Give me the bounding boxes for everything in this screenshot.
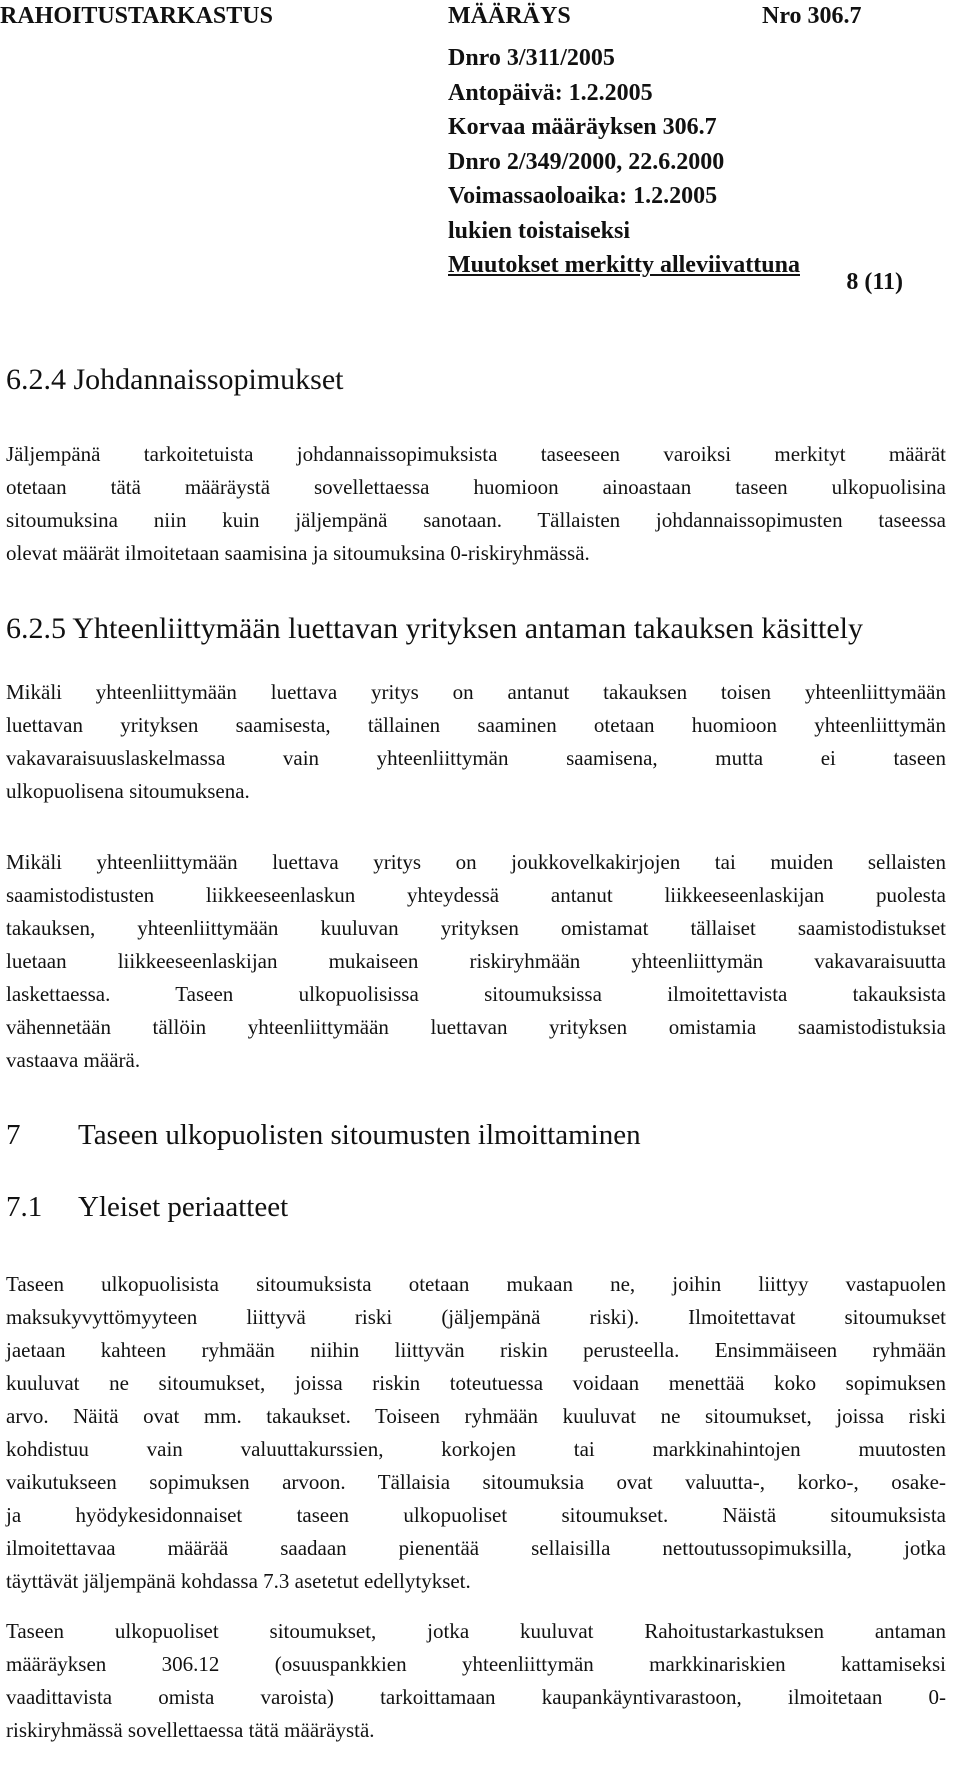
paragraph-line: täyttävät jäljempänä kohdassa 7.3 asetetut edellytykset. (6, 1569, 471, 1593)
section-heading-7-1 (6, 1193, 288, 1222)
section-heading-6-2-5: 6.2.5 Yhteenliittymään luettavan yrityksen antaman takauksen käsittely (6, 612, 863, 645)
paragraph (6, 676, 946, 808)
page-number: 8 (11) (846, 269, 903, 295)
section-number: 7 (6, 1119, 21, 1151)
section-heading-7 (6, 1121, 641, 1150)
meta-line-changes-note: Muutokset merkitty alleviivattuna (448, 252, 800, 278)
paragraph-line: ilmoitettavaa määrää saadaan pienentää sellaisilla nettoutussopimuksilla, jotka (6, 1536, 946, 1560)
paragraph-line: olevat määrät ilmoitetaan saamisina ja sitoumuksina 0-riskiryhmässä. (6, 541, 590, 565)
paragraph-line: kuuluvat ne sitoumukset, joissa riskin toteutuessa voidaan menettää koko sopimuksen (6, 1371, 946, 1395)
paragraph-line: luettavan yrityksen saamisesta, tällainen saaminen otetaan huomioon yhteenliittymän (6, 713, 946, 737)
section-title: Yleiset periaatteet (78, 1191, 289, 1223)
paragraph (6, 438, 946, 570)
meta-line-replaced-dnro: Dnro 2/349/2000, 22.6.2000 (448, 148, 725, 175)
meta-line-dnro: Dnro 3/311/2005 (448, 45, 615, 71)
paragraph (6, 1268, 946, 1598)
paragraph-line: kohdistuu vain valuuttakurssien, korkojen tai markkinahintojen muutosten (6, 1437, 946, 1461)
paragraph-line: Taseen ulkopuoliset sitoumukset, jotka kuuluvat Rahoitustarkastuksen antaman (6, 1619, 946, 1643)
paragraph-line: ulkopuolisena sitoumuksena. (6, 779, 250, 803)
paragraph-line: riskiryhmässä sovellettaessa tätä määräystä. (6, 1718, 375, 1742)
paragraph-line: luetaan liikkeeseenlaskijan mukaiseen riskiryhmään yhteenliittymän vakavaraisuutta (6, 949, 946, 973)
paragraph-line: vähennetään tällöin yhteenliittymään luettavan yrityksen omistamia saamistodistuksia (6, 1015, 946, 1039)
paragraph-line: vaikutukseen sopimuksen arvoon. Tällaisia sitoumuksia ovat valuutta-, korko-, osake- (6, 1470, 946, 1494)
paragraph-line: vakavaraisuuslaskelmassa vain yhteenliittymän saamisena, mutta ei taseen (6, 746, 946, 770)
paragraph-line: Taseen ulkopuolisista sitoumuksista otetaan mukaan ne, joihin liittyy vastapuolen (6, 1272, 946, 1296)
paragraph-line: vaadittavista omista varoista) tarkoittamaan kaupankäyntivarastoon, ilmoitetaan 0- (6, 1685, 946, 1709)
paragraph-line: määräyksen 306.12 (osuuspankkien yhteenliittymän markkinariskien kattamiseksi (6, 1652, 946, 1676)
paragraph (6, 846, 946, 1077)
section-heading-6-2-4: 6.2.4 Johdannaissopimukset (6, 363, 344, 396)
section-title: Taseen ulkopuolisten sitoumusten ilmoittaminen (78, 1119, 641, 1151)
paragraph-line: saamistodistusten liikkeeseenlaskun yhteydessä antanut liikkeeseenlaskijan puolesta (6, 883, 946, 907)
paragraph-line: maksukyvyttömyyteen liittyvä riski (jäljempänä riski). Ilmoitettavat sitoumukset (6, 1305, 946, 1329)
paragraph-line: Mikäli yhteenliittymään luettava yritys on antanut takauksen toisen yhteenliittymään (6, 680, 946, 704)
document-type: MÄÄRÄYS (448, 3, 571, 29)
paragraph-line: Mikäli yhteenliittymään luettava yritys on joukkovelkakirjojen tai muiden sellaisten (6, 850, 946, 874)
paragraph-line: ja hyödykesidonnaiset taseen ulkopuoliset sitoumukset. Näistä sitoumuksista (6, 1503, 946, 1527)
paragraph-line: takauksen, yhteenliittymään kuuluvan yrityksen omistamat tällaiset saamistodistukset (6, 916, 946, 940)
paragraph-line: sitoumuksina niin kuin jäljempänä sanotaan. Tällaisten johdannaissopimusten taseessa (6, 508, 946, 532)
paragraph-line: Jäljempänä tarkoitetuista johdannaissopimuksista taseeseen varoiksi merkityt määrät (6, 442, 946, 466)
paragraph (6, 1615, 946, 1747)
paragraph-line: laskettaessa. Taseen ulkopuolisissa sitoumuksissa ilmoitettavista takauksista (6, 982, 946, 1006)
meta-line-validity: Voimassaoloaika: 1.2.2005 (448, 183, 718, 209)
meta-line-replaces: Korvaa määräyksen 306.7 (448, 114, 717, 140)
paragraph-line: otetaan tätä määräystä sovellettaessa huomioon ainoastaan taseen ulkopuolisina (6, 475, 946, 499)
paragraph-line: arvo. Näitä ovat mm. takaukset. Toiseen ryhmään kuuluvat ne sitoumukset, joissa riski (6, 1404, 946, 1428)
meta-line-validity-cont: lukien toistaiseksi (448, 217, 631, 244)
paragraph-line: vastaava määrä. (6, 1048, 141, 1072)
section-number: 7.1 (6, 1191, 43, 1223)
document-number: Nro 306.7 (762, 3, 862, 29)
meta-line-issue-date: Antopäivä: 1.2.2005 (448, 79, 653, 106)
paragraph-line: jaetaan kahteen ryhmään niihin liittyvän riskin perusteella. Ensimmäiseen ryhmään (6, 1338, 946, 1362)
organization-name: RAHOITUSTARKASTUS (0, 3, 273, 29)
header-meta (448, 41, 800, 283)
